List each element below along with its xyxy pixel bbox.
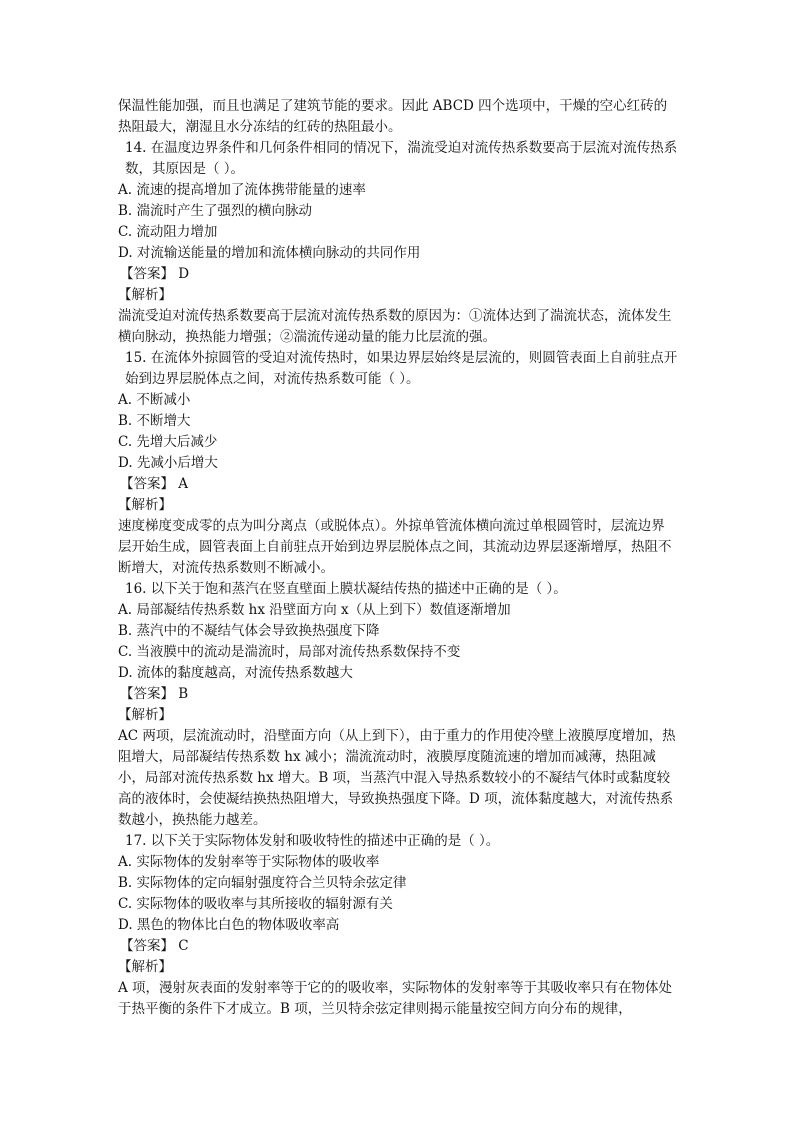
intro-paragraph: 保温性能加强，而且也满足了建筑节能的要求。因此 ABCD 四个选项中，干燥的空心红砖的热阻最大，潮湿且水分冻结的红砖的热阻最小。 <box>118 98 668 135</box>
q14-option-c: C. 流动阻力增加 <box>118 224 218 240</box>
q15-analysis-heading: 【解析】 <box>118 497 172 513</box>
q15-answer: 【答案】 A <box>120 476 189 492</box>
q15-analysis: 速度梯度变成零的点为叫分离点（或脱体点）。外掠单管流体横向流过单根圆管时，层流边界层开始生成，圆管表面上自前驻点开始到边界层脱体点之间，其流动边界层逐渐增厚，热阻不断增大，对流传热系数则不断减小。 <box>118 518 672 576</box>
q17-option-c: C. 实际物体的吸收率与其所接收的辐射源有关 <box>118 896 393 912</box>
q17-option-d: D. 黑色的物体比白色的物体吸收率高 <box>118 917 340 933</box>
question-14: 14. 在温度边界条件和几何条件相同的情况下，湍流受迫对流传热系数要高于层流对流传热系数，其原因是（ ）。 <box>125 140 678 177</box>
q17-answer: 【答案】 C <box>120 938 189 954</box>
q14-option-d: D. 对流输送能量的增加和流体横向脉动的共同作用 <box>118 245 421 261</box>
q16-analysis-heading: 【解析】 <box>118 707 172 723</box>
q16-option-a: A. 局部凝结传热系数 hx 沿壁面方向 x（从上到下）数值逐渐增加 <box>118 602 511 618</box>
q16-option-d: D. 流体的黏度越高，对流传热系数越大 <box>118 665 353 681</box>
q15-option-b: B. 不断增大 <box>118 413 191 429</box>
q17-analysis-heading: 【解析】 <box>118 959 172 975</box>
q16-answer: 【答案】 B <box>120 686 189 702</box>
q16-analysis: AC 两项，层流流动时，沿壁面方向（从上到下），由于重力的作用使冷壁上液膜厚度增加，热阻增大，局部凝结传热系数 hx 减小；湍流流动时，液膜厚度随流速的增加而减薄，热阻减小，局部对流传热系数 hx 增大。B 项，当蒸汽中混入导热系数较小的不凝结气体时或黏度较高的液体时，会使凝结换热热阻增大，导致换热强度下降。D 项，流体黏度越大，对流传热系数越小，换热能力越差。 <box>118 728 676 828</box>
document-page <box>118 96 678 1020</box>
q14-analysis-heading: 【解析】 <box>118 287 172 303</box>
q14-analysis: 湍流受迫对流传热系数要高于层流对流传热系数的原因为：①流体达到了湍流状态，流体发生横向脉动，换热能力增强；②湍流传递动量的能力比层流的强。 <box>118 308 672 345</box>
q14-option-a: A. 流速的提高增加了流体携带能量的速率 <box>118 182 366 198</box>
q15-option-a: A. 不断减小 <box>118 392 191 408</box>
q17-analysis: A 项，漫射灰表面的发射率等于它的的吸收率，实际物体的发射率等于其吸收率只有在物体处于热平衡的条件下才成立。B 项，兰贝特余弦定律则揭示能量按空间方向分布的规律， <box>118 980 673 1017</box>
q17-option-a: A. 实际物体的发射率等于实际物体的吸收率 <box>118 854 380 870</box>
q17-option-b: B. 实际物体的定向辐射强度符合兰贝特余弦定律 <box>118 875 407 891</box>
q15-option-c: C. 先增大后减少 <box>118 434 218 450</box>
question-15: 15. 在流体外掠圆管的受迫对流传热时，如果边界层始终是层流的，则圆管表面上自前驻点开始到边界层脱体点之间，对流传热系数可能（ ）。 <box>125 350 678 387</box>
q16-option-c: C. 当液膜中的流动是湍流时，局部对流传热系数保持不变 <box>118 644 461 660</box>
q14-answer: 【答案】 D <box>120 266 190 282</box>
question-17: 17. 以下关于实际物体发射和吸收特性的描述中正确的是（ ）。 <box>125 833 500 849</box>
q16-option-b: B. 蒸汽中的不凝结气体会导致换热强度下降 <box>118 623 380 639</box>
question-16: 16. 以下关于饱和蒸汽在竖直壁面上膜状凝结传热的描述中正确的是（ ）。 <box>125 581 567 597</box>
q15-option-d: D. 先减小后增大 <box>118 455 218 471</box>
q14-option-b: B. 湍流时产生了强烈的横向脉动 <box>118 203 313 219</box>
